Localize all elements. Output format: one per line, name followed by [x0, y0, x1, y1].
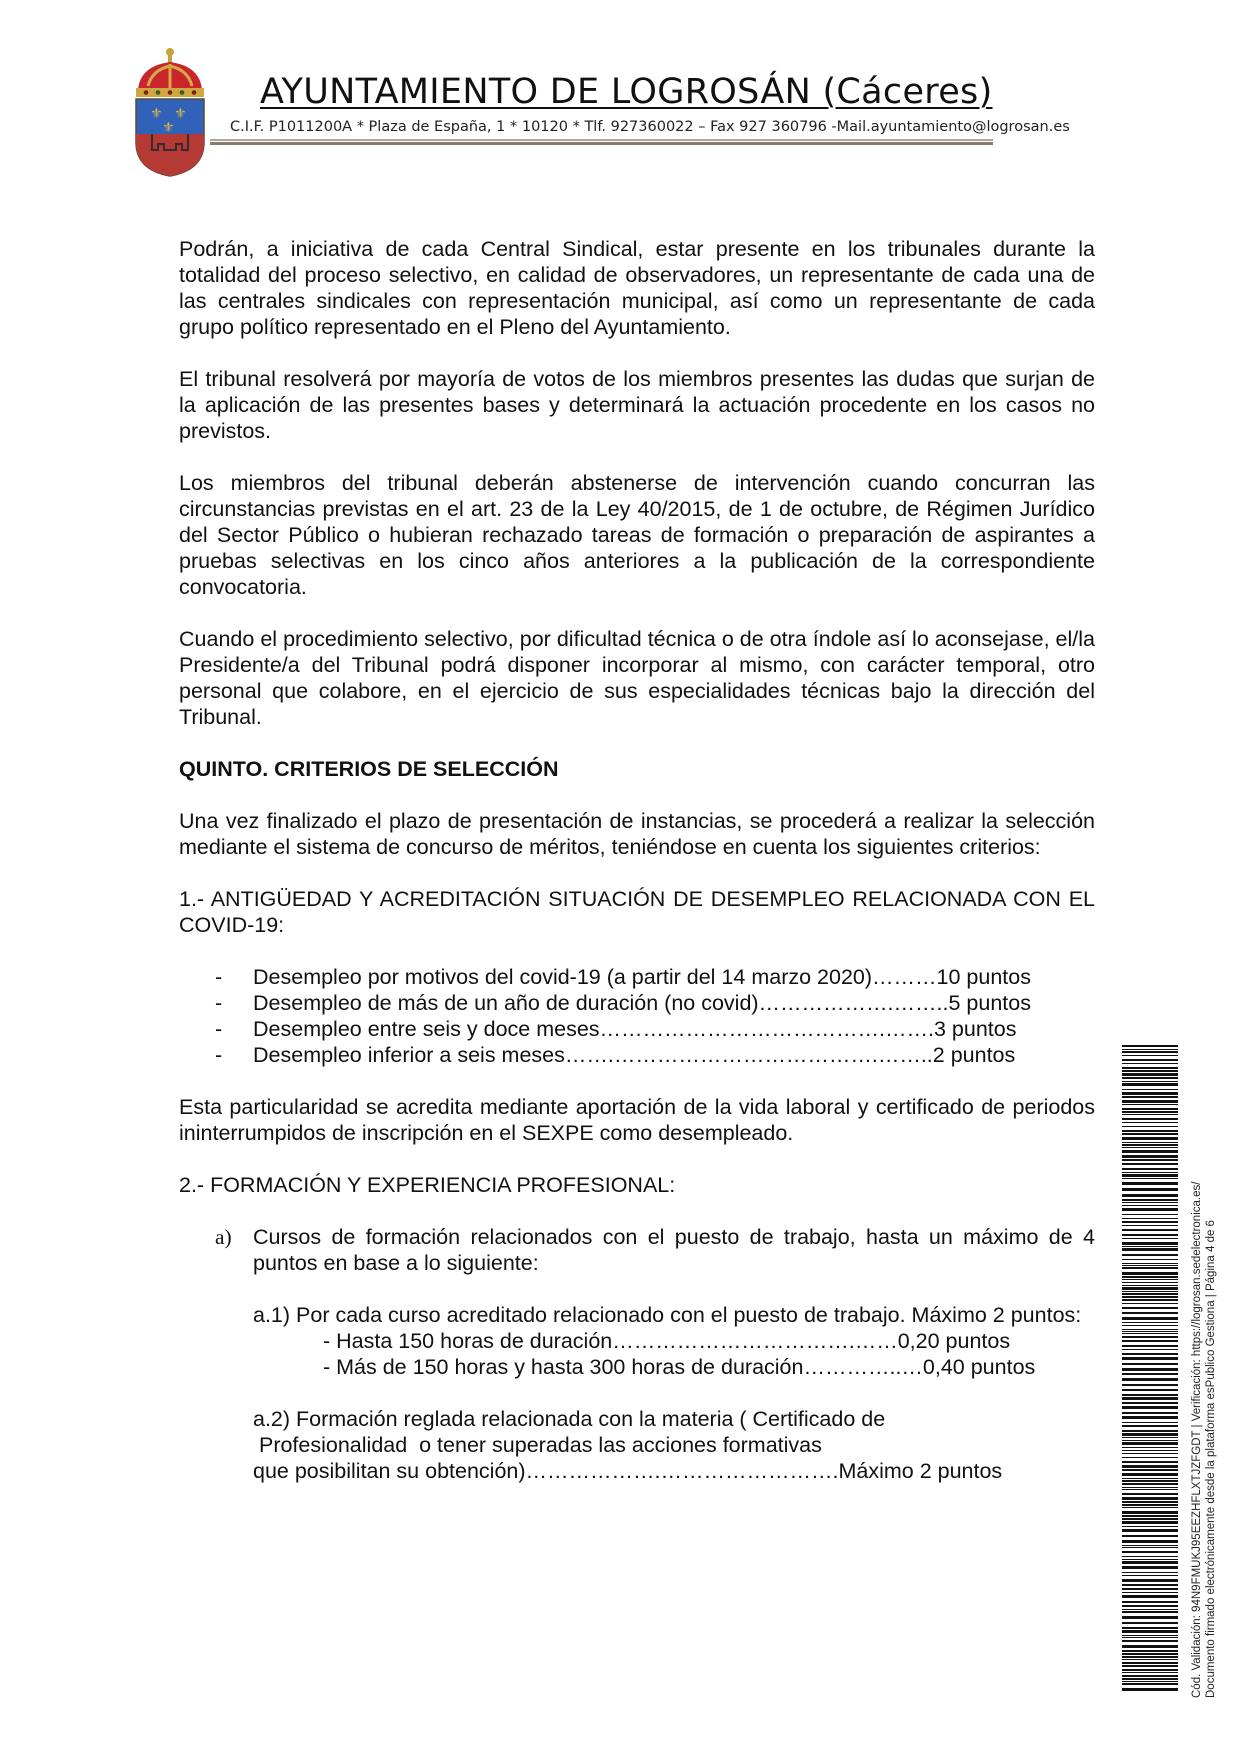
barcode-bar — [1122, 1473, 1178, 1476]
barcode-bar — [1122, 1389, 1178, 1391]
barcode-bar — [1122, 1437, 1178, 1438]
barcode-bar — [1122, 1063, 1178, 1064]
barcode-bar — [1122, 1312, 1178, 1314]
barcode-bar — [1122, 1108, 1178, 1110]
barcode-bar — [1122, 1081, 1178, 1082]
barcode-bar — [1122, 1681, 1178, 1682]
barcode-bar — [1122, 1092, 1178, 1095]
barcode-bar — [1122, 1605, 1178, 1607]
barcode-bar — [1122, 1272, 1178, 1275]
barcode-bar — [1122, 1333, 1178, 1334]
svg-text:⚜: ⚜ — [174, 106, 187, 122]
barcode-bar — [1122, 1118, 1178, 1120]
barcode-bar — [1122, 1137, 1178, 1140]
barcode-bar — [1122, 1611, 1178, 1613]
barcode-bar — [1122, 1368, 1178, 1371]
barcode-bar — [1122, 1225, 1178, 1226]
barcode-bar — [1122, 1279, 1178, 1280]
barcode-bar — [1122, 1259, 1178, 1260]
barcode-bar — [1122, 1662, 1178, 1664]
barcode-bar — [1122, 1453, 1178, 1454]
section-heading: QUINTO. CRITERIOS DE SELECCIÓN — [179, 757, 559, 781]
item-a-marker: a) — [215, 1225, 232, 1249]
barcode-bar — [1122, 1529, 1178, 1532]
barcode-bar — [1122, 1595, 1178, 1598]
barcode-bar — [1122, 1402, 1178, 1404]
barcode-bar — [1122, 1163, 1178, 1165]
barcode-bar — [1122, 1440, 1178, 1441]
barcode-bar — [1122, 1155, 1178, 1158]
barcode-bar — [1122, 1601, 1178, 1603]
organization-title: AYUNTAMIENTO DE LOGROSÁN (Cáceres) — [260, 72, 993, 112]
barcode-bar — [1122, 1566, 1178, 1569]
barcode-bar — [1122, 1457, 1178, 1458]
barcode-bar — [1122, 1045, 1178, 1047]
item-a2-line-2: Profesionalidad o tener superadas las acciones formativas — [253, 1433, 822, 1457]
validation-footer — [1190, 1058, 1218, 1698]
barcode-bar — [1122, 1637, 1178, 1638]
barcode-bar — [1122, 1547, 1178, 1548]
barcode-bar — [1122, 1575, 1178, 1576]
barcode-bar — [1122, 1291, 1178, 1292]
barcode-bar — [1122, 1336, 1178, 1338]
barcode-bar — [1122, 1188, 1178, 1191]
barcode-bar — [1122, 1556, 1178, 1557]
barcode-bar — [1122, 1242, 1178, 1245]
contact-info: C.I.F. P1011200A * Plaza de España, 1 * 10120 * Tlf. 927360022 – Fax 927 360796 -Mail.ayuntamiento@logrosan.es — [230, 119, 1070, 135]
barcode-bar — [1122, 1653, 1178, 1655]
barcode-bar — [1122, 1483, 1178, 1485]
list-item: - Desempleo inferior a seis meses…….……………………………….……..2 puntos — [215, 1043, 1016, 1067]
validation-barcode — [1122, 1045, 1178, 1691]
barcode-bar — [1122, 1640, 1178, 1642]
item-a-text: Cursos de formación relacionados con el puesto de trabajo, hasta un máximo de 4 puntos en base a lo siguiente: — [253, 1225, 1095, 1275]
barcode-bar — [1122, 1504, 1178, 1506]
barcode-bar — [1122, 1584, 1178, 1586]
barcode-bar — [1122, 1433, 1178, 1436]
barcode-bar — [1122, 1331, 1178, 1332]
item-a1-text: a.1) Por cada curso acreditado relacionado con el puesto de trabajo. Máximo 2 puntos: — [253, 1303, 1082, 1327]
barcode-bar — [1122, 1469, 1178, 1471]
barcode-bar — [1122, 1579, 1178, 1582]
signature-platform-line: Documento firmado electrónicamente desde la plataforma esPublico Gestiona | Página 4 de 6 — [1205, 1220, 1217, 1698]
validation-code-line: Cód. Validación: 94N9FMUKJ95EEZHFLXTJZFGDT | Verificación: https://logrosan.sedelectronica.es/ — [1191, 1181, 1203, 1698]
barcode-bar — [1122, 1070, 1178, 1072]
barcode-bar — [1122, 1182, 1178, 1185]
barcode-bar — [1122, 1422, 1178, 1423]
barcode-bar — [1122, 1511, 1178, 1514]
barcode-bar — [1122, 1218, 1178, 1219]
barcode-bar — [1122, 1497, 1178, 1500]
barcode-bar — [1122, 1073, 1178, 1076]
item-a — [179, 1224, 1095, 1484]
barcode-bar — [1122, 1299, 1178, 1301]
list-item: - Desempleo de más de un año de duración (no covid)……………….……..5 puntos — [215, 991, 1031, 1015]
paragraph-observers: Podrán, a iniciativa de cada Central Sindical, estar presente en los tribunales durante la totalidad del proceso selectivo, en calidad de observadores, un representante de cada una de las centrales sindicales con representación municipal, así como un representante de cada grupo político representado en el Pleno del Ayuntamiento. — [179, 237, 1095, 339]
barcode-bar — [1122, 1397, 1178, 1400]
barcode-bar — [1122, 1265, 1178, 1266]
barcode-bar — [1122, 1461, 1178, 1463]
barcode-bar — [1122, 1329, 1178, 1330]
document-body — [179, 236, 1095, 1484]
barcode-bar — [1122, 1353, 1178, 1355]
barcode-bar — [1122, 1412, 1178, 1414]
barcode-bar — [1122, 1487, 1178, 1488]
barcode-bar — [1122, 1293, 1178, 1295]
barcode-bar — [1122, 1263, 1178, 1264]
barcode-bar — [1122, 1055, 1178, 1056]
barcode-bar — [1122, 1248, 1178, 1251]
paragraph-tribunal-resolution: El tribunal resolverá por mayoría de votos de los miembros presentes las dudas que surjan de la aplicación de las presentes bases y determinará la actuación procedente en los casos no previstos. — [179, 367, 1095, 443]
barcode-bar — [1122, 1202, 1178, 1203]
barcode-bar — [1122, 1540, 1178, 1543]
barcode-bar — [1122, 1159, 1178, 1161]
barcode-bar — [1122, 1205, 1178, 1206]
list-item: - Desempleo por motivos del covid-19 (a partir del 14 marzo 2020)………10 puntos — [215, 965, 1031, 989]
barcode-bar — [1122, 1142, 1178, 1143]
barcode-bar — [1122, 1363, 1178, 1365]
barcode-bar — [1122, 1303, 1178, 1304]
barcode-bar — [1122, 1089, 1178, 1090]
barcode-bar — [1122, 1282, 1178, 1283]
barcode-bar — [1122, 1234, 1178, 1236]
barcode-bar — [1122, 1345, 1178, 1347]
barcode-bar — [1122, 1100, 1178, 1103]
barcode-bar — [1122, 1515, 1178, 1517]
list-item: - Más de 150 horas y hasta 300 horas de duración…………..…0,40 puntos — [323, 1355, 1036, 1379]
barcode-bar — [1122, 1659, 1178, 1660]
barcode-bar — [1122, 1406, 1178, 1409]
barcode-bar — [1122, 1307, 1178, 1309]
svg-text:⚜: ⚜ — [150, 106, 163, 122]
paragraph-selection-intro: Una vez finalizado el plazo de presentación de instancias, se procederá a realizar la selección mediante el sistema de concurso de méritos, teniéndose en cuenta los siguientes criterios: — [179, 809, 1095, 859]
barcode-bar — [1122, 1416, 1178, 1419]
barcode-bar — [1122, 1551, 1178, 1553]
barcode-bar — [1122, 1635, 1178, 1636]
barcode-bar — [1122, 1246, 1178, 1247]
barcode-bar — [1122, 1450, 1178, 1451]
barcode-bar — [1122, 1194, 1178, 1197]
barcode-bar — [1122, 1430, 1178, 1432]
barcode-bar — [1122, 1178, 1178, 1179]
barcode-bar — [1122, 1622, 1178, 1624]
barcode-bar — [1122, 1221, 1178, 1223]
barcode-bar — [1122, 1373, 1178, 1375]
barcode-bar — [1122, 1296, 1178, 1298]
barcode-bar — [1122, 1521, 1178, 1524]
barcode-bar — [1122, 1067, 1178, 1069]
list-item: - Desempleo entre seis y doce meses………………………………….…….3 puntos — [215, 1017, 1017, 1041]
barcode-bar — [1122, 1349, 1178, 1350]
barcode-bar — [1122, 1287, 1178, 1290]
barcode-bar — [1122, 1493, 1178, 1495]
crown-icon — [136, 48, 204, 97]
barcode-bar — [1122, 1683, 1178, 1685]
shield-icon — [136, 99, 204, 176]
barcode-bar — [1122, 1378, 1178, 1381]
barcode-bar — [1122, 1616, 1178, 1619]
criterion-2-title: 2.- FORMACIÓN Y EXPERIENCIA PROFESIONAL: — [179, 1173, 676, 1197]
barcode-bar — [1122, 1208, 1178, 1211]
barcode-bar — [1122, 1627, 1178, 1629]
barcode-bar — [1122, 1049, 1178, 1050]
barcode-bar — [1122, 1174, 1178, 1177]
barcode-bar — [1122, 1325, 1178, 1326]
barcode-bar — [1122, 1285, 1178, 1286]
barcode-bar — [1122, 1592, 1178, 1593]
a1-hours-list — [253, 1328, 1095, 1380]
criterion-1-title: 1.- ANTIGÜEDAD Y ACREDITACIÓN SITUACIÓN DE DESEMPLEO RELACIONADA CON EL COVID-19: — [179, 887, 1095, 937]
barcode-bar — [1122, 1645, 1178, 1648]
barcode-bar — [1122, 1518, 1178, 1520]
paragraph-advisors: Cuando el procedimiento selectivo, por dificultad técnica o de otra índole así lo aconsejase, el/la Presidente/a del Tribunal podrá disponer incorporar al mismo, con carácter temporal, otro personal que colabore, en el ejercicio de sus especialidades técnicas bajo la dirección del Tribunal. — [179, 627, 1095, 729]
barcode-bar — [1122, 1465, 1178, 1468]
barcode-bar — [1122, 1229, 1178, 1231]
barcode-bar — [1122, 1561, 1178, 1564]
barcode-bar — [1122, 1059, 1178, 1061]
barcode-bar — [1122, 1501, 1178, 1503]
barcode-bar — [1122, 1630, 1178, 1633]
barcode-bar — [1122, 1442, 1178, 1445]
barcode-bar — [1122, 1669, 1178, 1671]
barcode-bar — [1122, 1122, 1178, 1123]
barcode-bar — [1122, 1214, 1178, 1215]
paragraph-abstention: Los miembros del tribunal deberán abstenerse de intervención cuando concurran las circunstancias previstas en el art. 23 de la Ley 40/2015, de 1 de octubre, de Régimen Jurídico del Sector Público o hubieran rechazado tareas de formación o preparación de aspirantes a pruebas selectivas en los cinco años anteriores a la publicación de la correspondiente convocatoria. — [179, 471, 1095, 599]
barcode-bar — [1122, 1394, 1178, 1396]
header-divider — [210, 139, 993, 145]
barcode-bar — [1122, 1507, 1178, 1508]
barcode-bar — [1122, 1096, 1178, 1098]
barcode-bar — [1122, 1609, 1178, 1610]
barcode-bar — [1122, 1665, 1178, 1667]
barcode-bar — [1122, 1147, 1178, 1148]
item-a2-line-3: que posibilitan su obtención)……………….…………………….Máximo 2 puntos — [253, 1459, 1003, 1483]
barcode-bar — [1122, 1447, 1178, 1448]
barcode-bar — [1122, 1535, 1178, 1537]
item-a2-line-1: a.2) Formación reglada relacionada con la materia ( Certificado de — [253, 1407, 886, 1431]
municipal-coat-of-arms — [132, 46, 208, 178]
barcode-bar — [1122, 1114, 1178, 1115]
unemployment-points-list — [179, 964, 1095, 1068]
barcode-bar — [1122, 1077, 1178, 1079]
barcode-bar — [1122, 1340, 1178, 1342]
barcode-bar — [1122, 1133, 1178, 1135]
barcode-bar — [1122, 1384, 1178, 1386]
barcode-bar — [1122, 1144, 1178, 1146]
barcode-bar — [1122, 1104, 1178, 1105]
barcode-bar — [1122, 1425, 1178, 1427]
paragraph-accreditation: Esta particularidad se acredita mediante aportación de la vida laboral y certificado de periodos ininterrumpidos de inscripción en el SEXPE como desempleado. — [179, 1095, 1095, 1145]
barcode-bar — [1122, 1322, 1178, 1323]
barcode-bar — [1122, 1254, 1178, 1256]
barcode-bar — [1122, 1545, 1178, 1546]
barcode-bar — [1122, 1650, 1178, 1652]
barcode-bar — [1122, 1656, 1178, 1658]
barcode-bar — [1122, 1572, 1178, 1573]
barcode-bar — [1122, 1489, 1178, 1490]
barcode-bar — [1122, 1083, 1178, 1086]
barcode-bar — [1122, 1672, 1178, 1673]
barcode-bar — [1122, 1150, 1178, 1153]
barcode-bar — [1122, 1267, 1178, 1269]
barcode-bar — [1122, 1480, 1178, 1482]
barcode-bar — [1122, 1357, 1178, 1360]
barcode-bar — [1122, 1675, 1178, 1677]
barcode-bar — [1122, 1238, 1178, 1239]
barcode-bar — [1122, 1317, 1178, 1320]
barcode-bar — [1122, 1130, 1178, 1132]
barcode-bar — [1122, 1051, 1178, 1053]
barcode-bar — [1122, 1199, 1178, 1201]
list-item: - Hasta 150 horas de duración…………………………….……0,20 puntos — [323, 1329, 1011, 1353]
barcode-bar — [1122, 1526, 1178, 1527]
svg-text:⚜: ⚜ — [162, 120, 175, 136]
barcode-bar — [1122, 1588, 1178, 1590]
barcode-bar — [1122, 1172, 1178, 1173]
barcode-bar — [1122, 1126, 1178, 1127]
barcode-bar — [1122, 1559, 1178, 1560]
barcode-bar — [1122, 1111, 1178, 1113]
barcode-bar — [1122, 1678, 1178, 1680]
barcode-bar — [1122, 1168, 1178, 1170]
barcode-bar — [1122, 1478, 1178, 1479]
barcode-bar — [1122, 1688, 1178, 1691]
barcode-bar — [1122, 1276, 1178, 1278]
